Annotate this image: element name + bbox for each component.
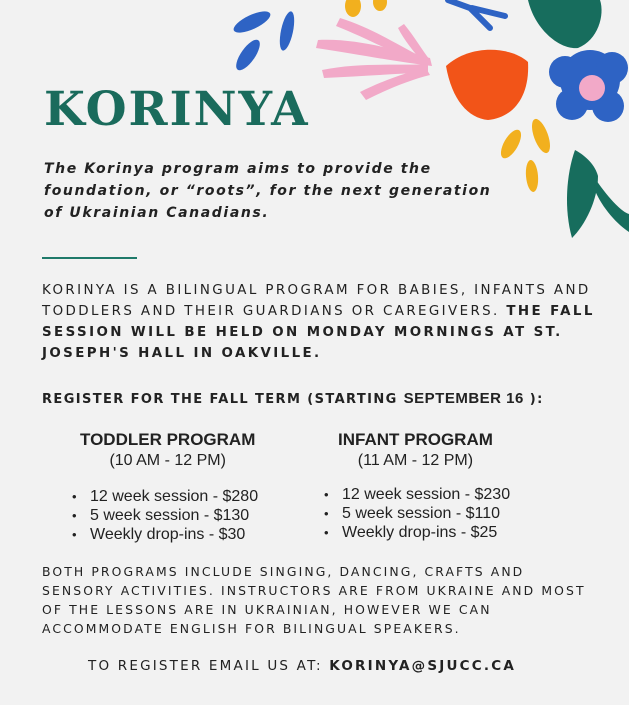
yellow-petal-icon	[373, 0, 387, 11]
program-details: BOTH PROGRAMS INCLUDE SINGING, DANCING, CRAFTS AND SENSORY ACTIVITIES. INSTRUCTORS ARE FROM UKRAINE AND MOST OF THE LESSONS ARE IN UKRAINIAN, HOWEVER WE CAN ACCOMMODATE ENGLISH FOR BILINGUAL SPEAKERS.	[42, 564, 586, 636]
list-item: • Weekly drop-ins - $25	[324, 523, 564, 542]
program-time: (10 AM - 12 PM)	[109, 452, 226, 469]
green-leaf-icon	[528, 0, 602, 48]
list-item: • 5 week session - $130	[72, 506, 312, 525]
yellow-petal-icon	[497, 127, 525, 162]
list-item: • 12 week session - $280	[72, 487, 312, 506]
yellow-petal-icon	[525, 160, 540, 193]
program-name: INFANT PROGRAM	[338, 430, 493, 449]
contact-label: TO REGISTER EMAIL US AT:	[88, 658, 330, 674]
divider	[42, 257, 137, 259]
orange-tulip-icon	[446, 50, 528, 120]
intro-text: The Korinya program aims to provide the foundation, or “roots”, for the next generation of Ukrainian Canadians.	[44, 161, 492, 221]
toddler-program	[80, 430, 259, 543]
yellow-petal-icon	[528, 117, 553, 156]
yellow-petal-icon	[345, 0, 361, 17]
register-prefix: REGISTER FOR THE FALL TERM (STARTING	[42, 392, 404, 407]
program-time: (11 AM - 12 PM)	[357, 452, 474, 469]
page-title: KORINYA	[44, 82, 310, 137]
blue-leaf-icon	[232, 36, 264, 74]
list-item: • Weekly drop-ins - $30	[72, 525, 312, 544]
register-date: SEPTEMBER 16	[403, 390, 524, 407]
blue-leaf-icon	[277, 10, 297, 52]
price-list	[72, 487, 312, 544]
green-leaf-icon	[567, 150, 598, 238]
blue-stem-icon	[448, 0, 505, 28]
email-link[interactable]: KORINYA@SJUCC.CA	[329, 658, 516, 674]
description-regular: KORINYA IS A BILINGUAL PROGRAM FOR BABIES, INFANTS AND TODDLERS AND THEIR GUARDIANS OR CAREGIVERS.	[42, 283, 591, 319]
register-heading	[42, 388, 602, 410]
blue-leaf-icon	[231, 7, 273, 37]
pink-fern-icon	[316, 18, 432, 100]
price-list	[324, 485, 564, 542]
list-item: • 5 week session - $110	[324, 504, 564, 523]
register-suffix: ):	[523, 392, 544, 407]
blue-flower-icon	[549, 50, 628, 122]
program-name: TODDLER PROGRAM	[80, 430, 256, 449]
list-item: • 12 week session - $230	[324, 485, 564, 504]
description-bold: THE FALL SESSION WILL BE HELD ON MONDAY MORNINGS AT ST. JOSEPH'S HALL IN OAKVILLE.	[42, 304, 595, 361]
description	[42, 280, 602, 364]
infant-program	[338, 430, 511, 541]
contact-line	[88, 656, 629, 677]
green-leaf-icon	[594, 180, 629, 232]
